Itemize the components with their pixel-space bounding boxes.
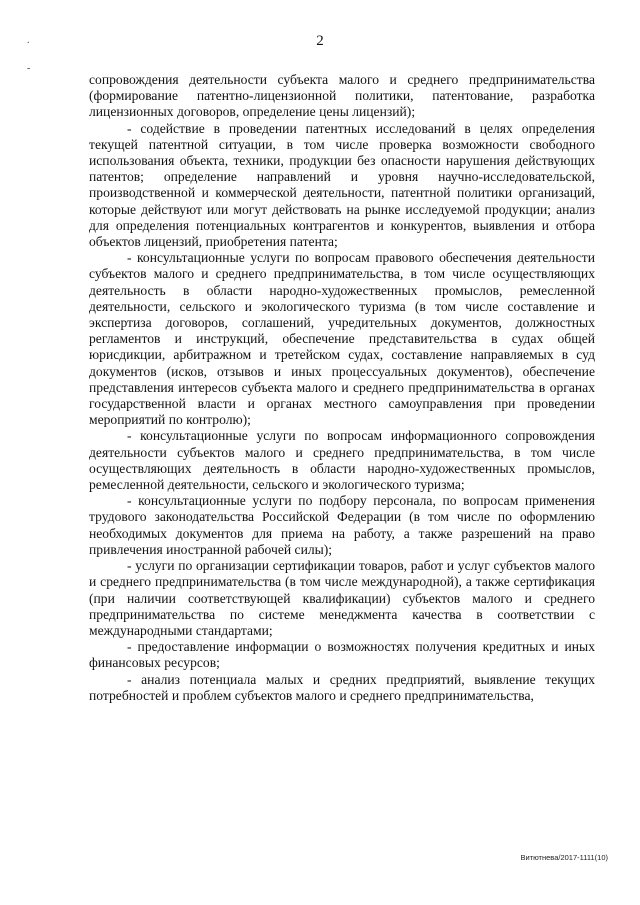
paragraph-personnel-consulting: - консультационные услуги по подбору персонала, по вопросам применения трудового законодательства Российской Федерации (в том числе по оформлению необходимых документов для приема на работу, а также разрешений на право привлечения иностранной рабочей силы); <box>89 493 595 557</box>
paragraph-information-support: - консультационные услуги по вопросам информационного сопровождения деятельности субъектов малого и среднего предпринимательства, в том числе осуществляющих деятельность в области народно-художественных промыслов, ремесленной деятельности, сельского и экологического туризма; <box>89 428 595 493</box>
margin-dash-mark: - <box>27 63 31 74</box>
page-number: 2 <box>316 33 324 49</box>
paragraph-financial-info: - предоставление информации о возможностях получения кредитных и иных финансовых ресурсов; <box>89 639 595 671</box>
paragraph-legal-consulting: - консультационные услуги по вопросам правового обеспечения деятельности субъектов малого и среднего предпринимательства, в том числе осуществляющих деятельность в области народно-художественных промыслов, ремесленной деятельности, сельского и экологического туризма (в том числе составление и экспертиза договоров, соглашений, учредительных документов, должностных регламентов и инструкций, обеспечение представительства в судах общей юрисдикции, арбитражном и третейском судах, составление направляемых в суд документов (исков, отзывов и иных процессуальных документов), обеспечение представления интересов субъекта малого и среднего предпринимательства в органах государственной власти и органах местного самоуправления при проведении мероприятий по контролю); <box>89 250 595 428</box>
paragraph-potential-analysis: - анализ потенциала малых и средних предприятий, выявление текущих потребностей и проблем субъектов малого и среднего предпринимательства, <box>89 671 595 703</box>
paragraph-patent-research: - содействие в проведении патентных исследований в целях определения текущей патентной ситуации, в том числе проверка возможности свободного использования объекта, техники, продукции без опасности нарушения действующих патентов; определение направлений и уровня научно-исследовательской, производственной и коммерческой деятельности, патентной политики организаций, которые действуют или могут действовать на рынке исследуемой продукции; анализ для определения потенциальных контрагентов и конкурентов, выявления и отбора объектов лицензий, приобретения патента; <box>89 120 595 250</box>
margin-dot-mark: . <box>27 35 30 46</box>
paragraph-continuation: сопровождения деятельности субъекта малого и среднего предпринимательства (формирование патентно-лицензионной политики, патентование, разработка лицензионных договоров, определение цены лицензий); <box>89 72 595 120</box>
document-body <box>89 72 595 704</box>
footer-reference: Витютнева/2017-1111(10) <box>520 853 608 862</box>
paragraph-certification: - услуги по организации сертификации товаров, работ и услуг субъектов малого и среднего предпринимательства (в том числе международной), а также сертификация (при наличии соответствующей квалификации) субъектов малого и среднего предпринимательства по системе менеджмента качества в соответствии с международными стандартами; <box>89 558 595 638</box>
